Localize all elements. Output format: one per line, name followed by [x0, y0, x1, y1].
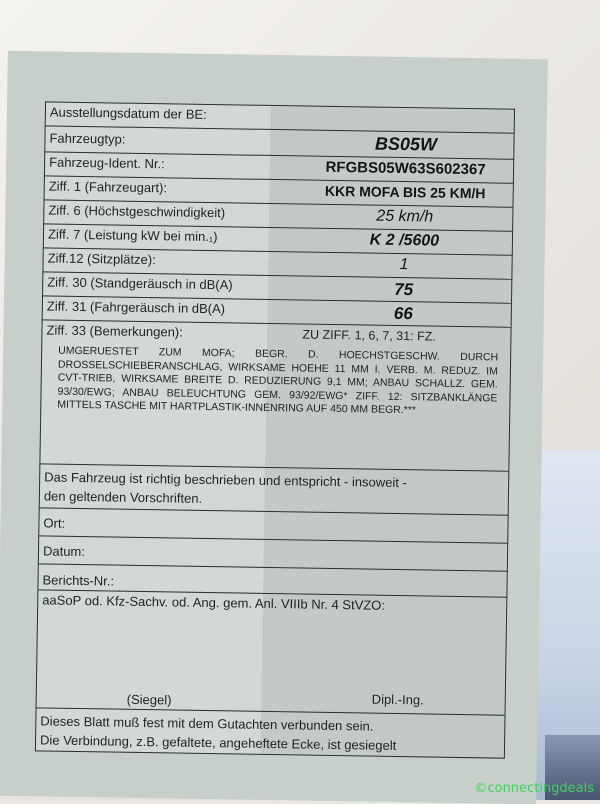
ziff31-label: Ziff. 31 (Fahrgeräusch in dB(A) [46, 298, 226, 317]
ziff1-label: Ziff. 1 (Fahrzeugart): [48, 178, 168, 196]
ziff7-value: K 2 /5600 [369, 231, 440, 250]
ziff7-label: Ziff. 7 (Leistung kW bei min.₁) [47, 226, 218, 245]
row-ziff33 [39, 319, 511, 470]
row-footer-note [35, 707, 506, 758]
ziff31-value: 66 [393, 303, 413, 324]
remarks-text: UMGERUESTET ZUM MOFA; BEGR. D. HOECHSTGESCHW. DURCH DROSSELSCHIEBERANSCHLAG, WIRKSAME HOEHE 11 MM I. VERB. M. REDUZ. IM CVT-TRIEB, WIRKSAME BREITE D. REDUZIERUNG 9,1 MM; ANBAU SCHALLZ. GEM. 93/30/EWG; ANBAU BELEUCHTUNG GEM. 93/92/EWG* ZIFF. 12: SITZBANKLÄNGE MITTELS TASCHE MIT HARTPLASTIK-INNENRING AUF 450 MM BEGR.*** [57, 344, 499, 417]
fahrzeugtyp-label: Fahrzeugtyp: [49, 130, 126, 147]
row-statement [39, 463, 510, 514]
berichts-nr-label: Berichts-Nr.: [42, 572, 115, 589]
ort-label: Ort: [43, 515, 66, 531]
ziff30-label: Ziff. 30 (Standgeräusch in dB(A) [47, 274, 233, 293]
ident-value: RFGBS05W63S602367 [325, 158, 486, 179]
ziff6-label: Ziff. 6 (Höchstgeschwindigkeit) [48, 202, 226, 221]
watermark-text: ©connectingdeals [474, 781, 594, 796]
statement-line-1: Das Fahrzeug ist richtig beschrieben und entspricht - insoweit - [44, 469, 408, 491]
footer-line-1: Dieses Blatt muß fest mit dem Gutachten verbunden sein. [40, 713, 374, 734]
ausstellungsdatum-label: Ausstellungsdatum der BE: [49, 104, 207, 122]
ziff12-label: Ziff.12 (Sitzplätze): [47, 250, 156, 268]
row-sachverstaendiger [36, 589, 508, 714]
ziff1-value: KKR MOFA BIS 25 KM/H [324, 182, 486, 202]
statement-text [44, 467, 407, 511]
footer-note [40, 711, 397, 755]
datum-label: Datum: [42, 543, 86, 560]
ziff30-value: 75 [394, 279, 414, 300]
ziff33-reference: ZU ZIFF. 1, 6, 7, 31: FZ. [302, 327, 436, 344]
ziff6-value: 25 km/h [376, 207, 434, 226]
fahrzeugtyp-value: BS05W [374, 133, 438, 155]
ziff33-label: Ziff. 33 (Bemerkungen): [46, 322, 183, 340]
vehicle-document-sheet [0, 51, 548, 804]
siegel-label: (Siegel) [126, 691, 172, 708]
dipl-ing-label: Dipl.-Ing. [371, 691, 424, 708]
ident-label: Fahrzeug-Ident. Nr.: [49, 154, 165, 172]
footer-line-2: Die Verbindung, z.B. gefaltete, angeheftete Ecke, ist gesiegelt [39, 732, 397, 753]
ziff12-value: 1 [399, 255, 409, 274]
statement-line-2: den geltenden Vorschriften. [43, 488, 203, 506]
sachverstaendiger-label: aaSoP od. Kfz-Sachv. od. Ang. gem. Anl. VIIIb Nr. 4 StVZO: [42, 592, 386, 613]
